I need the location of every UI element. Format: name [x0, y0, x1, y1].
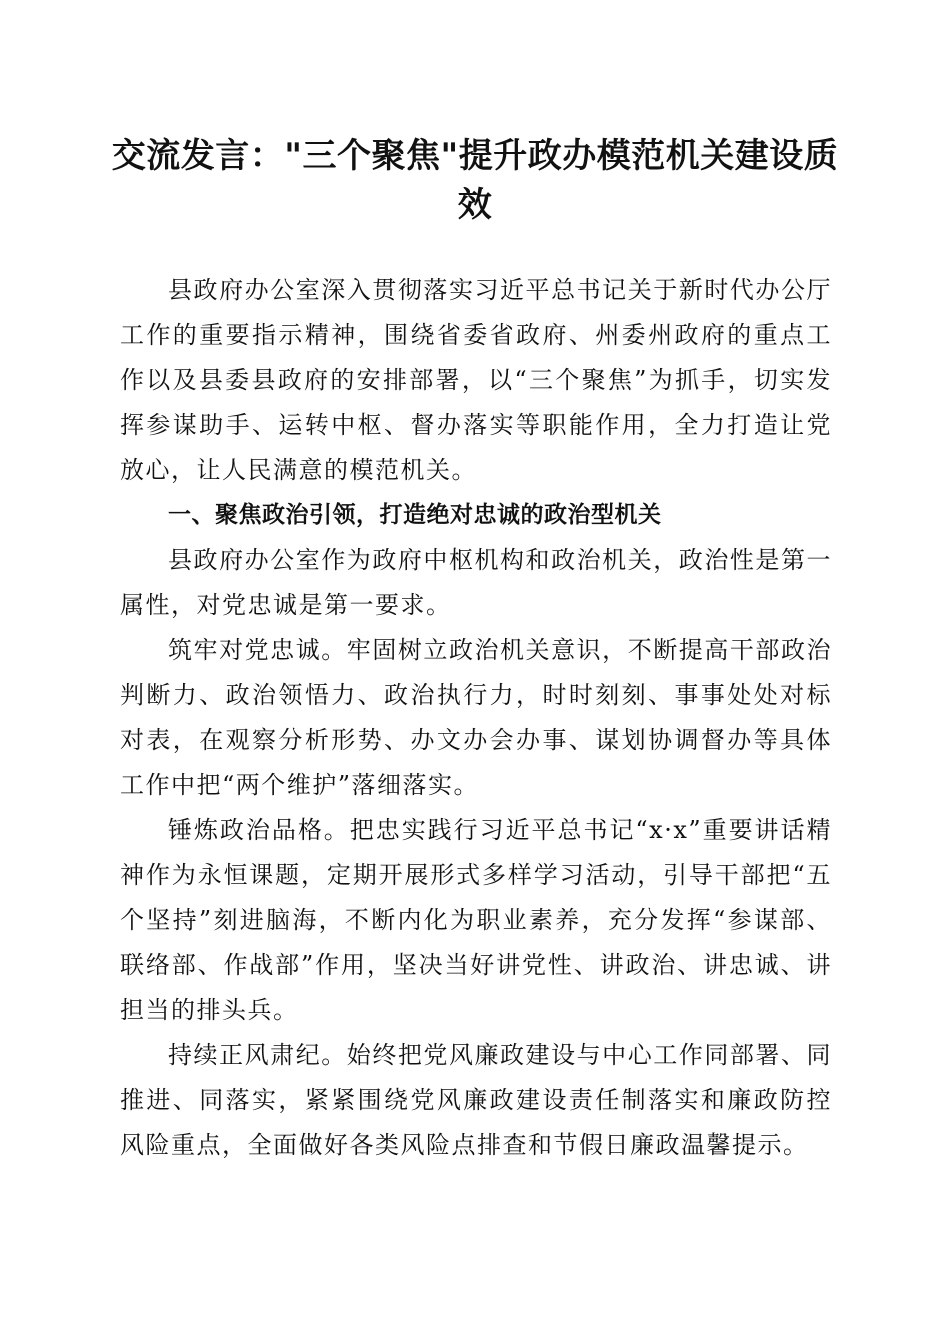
section-paragraph: 县政府办公室作为政府中枢机构和政治机关，政治性是第一属性，对党忠诚是第一要求。 — [120, 546, 832, 619]
document-body — [120, 268, 832, 1168]
section-heading: 一、聚焦政治引领，打造绝对忠诚的政治型机关 — [168, 502, 662, 528]
document-title: 交流发言："三个聚焦"提升政办模范机关建设质效 — [111, 136, 839, 225]
section-paragraph: 锤炼政治品格。把忠实践行习近平总书记“x·x”重要讲话精神作为永恒课题，定期开展形式多样学习活动，引导干部把“五个坚持”刻进脑海，不断内化为职业素养，充分发挥“参谋部、联络部、作战部”作用，坚决当好讲党性、讲政治、讲忠诚、讲担当的排头兵。 — [120, 816, 832, 1024]
section-paragraph: 筑牢对党忠诚。牢固树立政治机关意识，不断提高干部政治判断力、政治领悟力、政治执行力，时时刻刻、事事处处对标对表，在观察分析形势、办文办会办事、谋划协调督办等具体工作中把“两个维护”落细落实。 — [120, 636, 832, 799]
section-paragraph: 持续正风肃纪。始终把党风廉政建设与中心工作同部署、同推进、同落实，紧紧围绕党风廉政建设责任制落实和廉政防控风险重点，全面做好各类风险点排查和节假日廉政温馨提示。 — [120, 1041, 832, 1159]
intro-paragraph: 县政府办公室深入贯彻落实习近平总书记关于新时代办公厅工作的重要指示精神，围绕省委省政府、州委州政府的重点工作以及县委县政府的安排部署，以“三个聚焦”为抓手，切实发挥参谋助手、运转中枢、督办落实等职能作用，全力打造让党放心，让人民满意的模范机关。 — [120, 276, 832, 484]
